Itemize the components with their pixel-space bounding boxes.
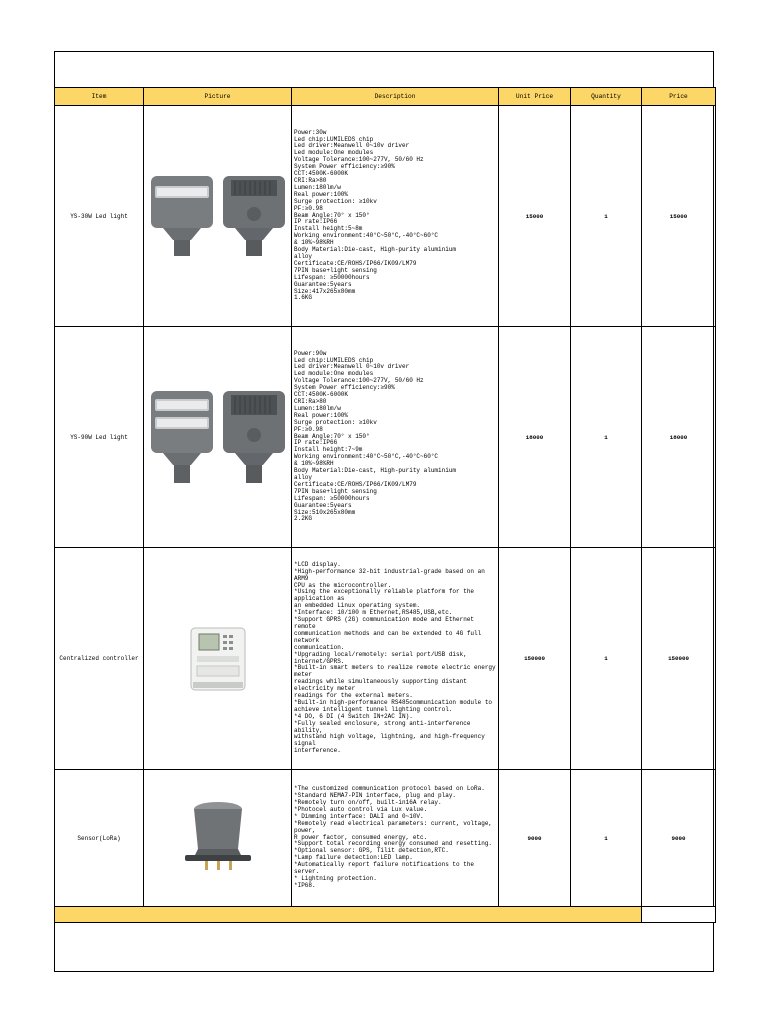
led-light-back-icon [221,174,287,258]
item-name: Centralized controller [55,548,144,770]
item-picture [144,548,292,770]
item-description: *The customized communication protocol based on LoRa. *Standard NEMA7-PIN interface, plug and play. *Remotely turn on/off, built-in16A relay. *Photocel auto control via Lux value. * Dimming interface: DALI and 0~10V. *Remotely read electrical parameters: current, voltage, power, R power factor, consumed energy, etc. *Support total recording energy consumed and resetting. *Optional sensor: GPS, Tilit detection,RTC. *Lamp failure detection:LED lamp. *Automatically report failure notifications to the server. * Lightning protection. *IP68. [292,770,499,907]
price: 18000 [642,327,716,548]
table-header-row [55,88,716,106]
item-picture [144,327,292,548]
item-name: YS-90W Led light [55,327,144,548]
header-description: Description [292,88,499,106]
unit-price: 150000 [499,548,571,770]
table-row [55,548,716,770]
header-unit-price: Unit Price [499,88,571,106]
led-light-front-icon [149,174,215,258]
header-picture: Picture [144,88,292,106]
table-row [55,327,716,548]
total-row [55,907,716,923]
table-row [55,106,716,327]
quantity: 1 [571,548,642,770]
unit-price: 9000 [499,770,571,907]
controller-meter-icon [189,626,247,692]
total-value-cell [642,907,716,923]
item-picture [144,770,292,907]
unit-price: 18000 [499,327,571,548]
item-description: Power:90w Led chip:LUMILEDS chip Led driver:Meanwell 0~10v driver Led module:One modules Voltage Tolerance:100~277V, 50/60 Hz System Power efficiency:≥90% CCT:4500K-6000K CRI:Ra>80 Lumen:180lm/w Real power:100% Surge protection: ≥10kv PF:≥0.98 Beam Angle:70° x 150° IP rate:IP66 Install height:7~9m Working environment:40°C~50°C,-40°C~60°C & 10%~98%RH Body Material:Die-cast, High-purity aluminium alloy Certificate:CE/ROHS/IP66/IK09/LM79 7PIN base+light sensing Lifespan: ≥50000hours Guarantee:5years Size:510x265x80mm 2.2KG [292,327,499,548]
item-description: *LCD display. *High-performance 32-bit industrial-grade based on an ARM9 CPU as the microcontroller. *Using the exceptionally reliable platform for the application as an embedded Linux operating system. *Interface: 10/100 m Ethernet,RS485,USB,etc. *Support GPRS (2G) communication mode and Ethernet remote communication methods and can be extended to 4G full network communication. *Upgrading local/remotely: serial port/USB disk, internet/GPRS. *Built-in smart meters to realize remote electric energy meter readings while simultaneously supporting distant electricity meter readings for the external meters. *Built-in high-performance RS485communication module to achieve intelligent tunnel lighting control. *4 DO, 6 DI (4 Switch IN+2AC IN). *Fully sealed enclosure, strong anti-interference ability, withstand high voltage, lightning, and high-frequency signal interference. [292,548,499,770]
price: 9000 [642,770,716,907]
item-name: YS-30W Led light [55,106,144,327]
quantity: 1 [571,327,642,548]
led-light-back-icon [221,389,287,485]
header-item: Item [55,88,144,106]
total-label-cell [55,907,642,923]
header-quantity: Quantity [571,88,642,106]
item-picture [144,106,292,327]
table-row [55,770,716,907]
item-name: Sensor(LoRa) [55,770,144,907]
price: 15000 [642,106,716,327]
unit-price: 15000 [499,106,571,327]
quotation-table [54,87,716,923]
header-price: Price [642,88,716,106]
quantity: 1 [571,770,642,907]
lora-sensor-icon [177,799,259,877]
item-description: Power:30w Led chip:LUMILEDS chip Led driver:Meanwell 0~10v driver Led module:One modules Voltage Tolerance:100~277V, 50/60 Hz System Power efficiency:≥90% CCT:4500K-6000K CRI:Ra>80 Lumen:180lm/w Real power:100% Surge protection: ≥10kv PF:≥0.98 Beam Angle:70° x 150° IP rate:IP66 Install height:5~8m Working environment:40°C~50°C,-40°C~60°C & 10%~98%RH Body Material:Die-cast, High-purity aluminium alloy Certificate:CE/ROHS/IP66/IK09/LM79 7PIN base+light sensing Lifespan: ≥50000hours Guarantee:5years Size:417x265x80mm 1.6KG [292,106,499,327]
price: 150000 [642,548,716,770]
quantity: 1 [571,106,642,327]
led-light-double-front-icon [149,389,215,485]
